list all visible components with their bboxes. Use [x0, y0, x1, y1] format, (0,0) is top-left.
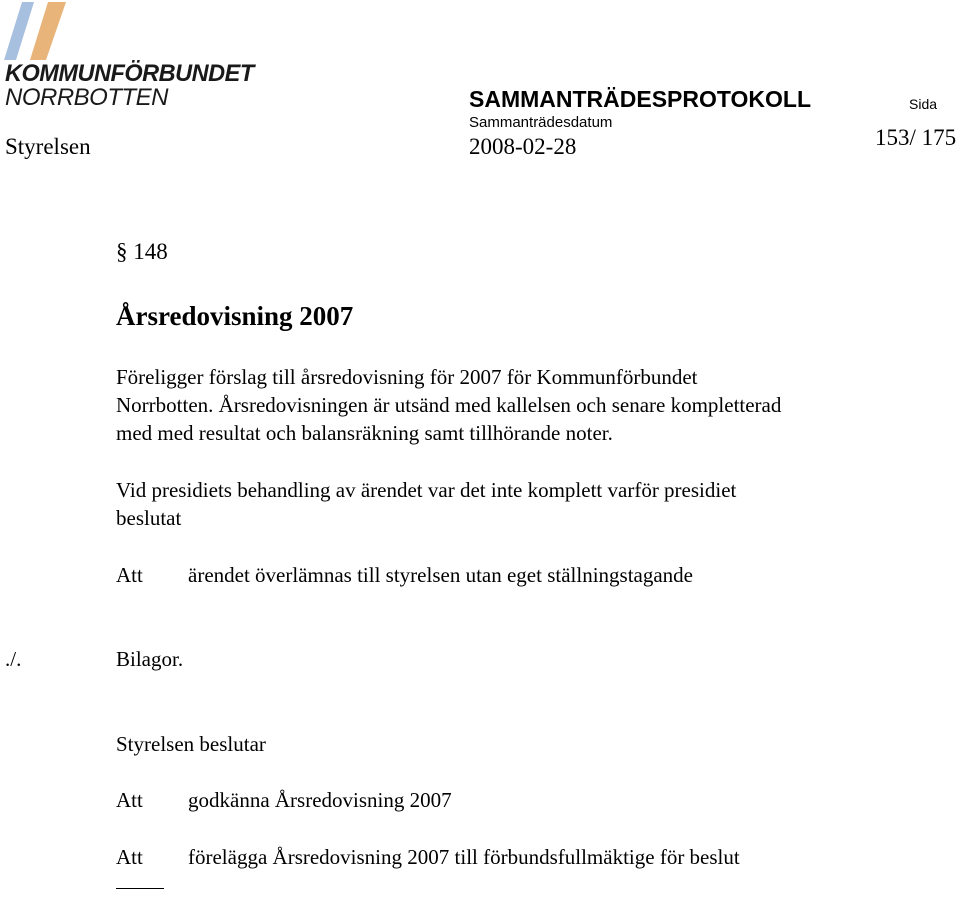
- presidium-decision-text: ärendet överlämnas till styrelsen utan eget ställningstagande: [188, 563, 694, 587]
- logo-stripes-icon: [4, 2, 74, 62]
- document-type: SAMMANTRÄDESPROTOKOLL: [469, 86, 812, 112]
- intro-paragraph: [116, 363, 781, 447]
- decision-text: förelägga Årsredovisning 2007 till förbundsfullmäktige för beslut: [188, 845, 740, 869]
- page-label: Sida: [909, 96, 938, 112]
- presidium-paragraph: [116, 476, 736, 532]
- presidium-line: beslutat: [116, 506, 182, 530]
- meeting-date: 2008-02-28: [469, 134, 577, 159]
- intro-line: Föreligger förslag till årsredovisning för 2007 för Kommunförbundet: [116, 365, 698, 389]
- intro-line: med med resultat och balansräkning samt tillhörande noter.: [116, 421, 613, 445]
- attachment-text: Bilagor.: [116, 647, 184, 671]
- presidium-line: Vid presidiets behandling av ärendet var det inte komplett varför presidiet: [116, 478, 737, 502]
- intro-line: Norrbotten. Årsredovisningen är utsänd med kallelsen och senare kompletterad: [116, 393, 782, 417]
- kommunforbundet-logo: [4, 2, 260, 111]
- signature-line: [116, 888, 164, 889]
- page-number: 153/ 175: [875, 125, 957, 150]
- paragraph-number: § 148: [116, 239, 168, 264]
- logo-text-line2: NORRBOTTEN: [5, 84, 168, 111]
- decision-att-label: Att: [116, 845, 143, 869]
- decision-att-label: Att: [116, 788, 143, 812]
- decision-intro: Styrelsen beslutar: [116, 732, 266, 756]
- section-title: Årsredovisning 2007: [116, 301, 354, 331]
- organ-name: Styrelsen: [5, 134, 91, 159]
- logo-text-line1: KOMMUNFÖRBUNDET: [5, 60, 254, 87]
- date-label: Sammanträdesdatum: [469, 114, 613, 131]
- decision-text: godkänna Årsredovisning 2007: [188, 788, 452, 812]
- attachment-marker: ./.: [5, 647, 22, 671]
- presidium-att-label: Att: [116, 563, 143, 587]
